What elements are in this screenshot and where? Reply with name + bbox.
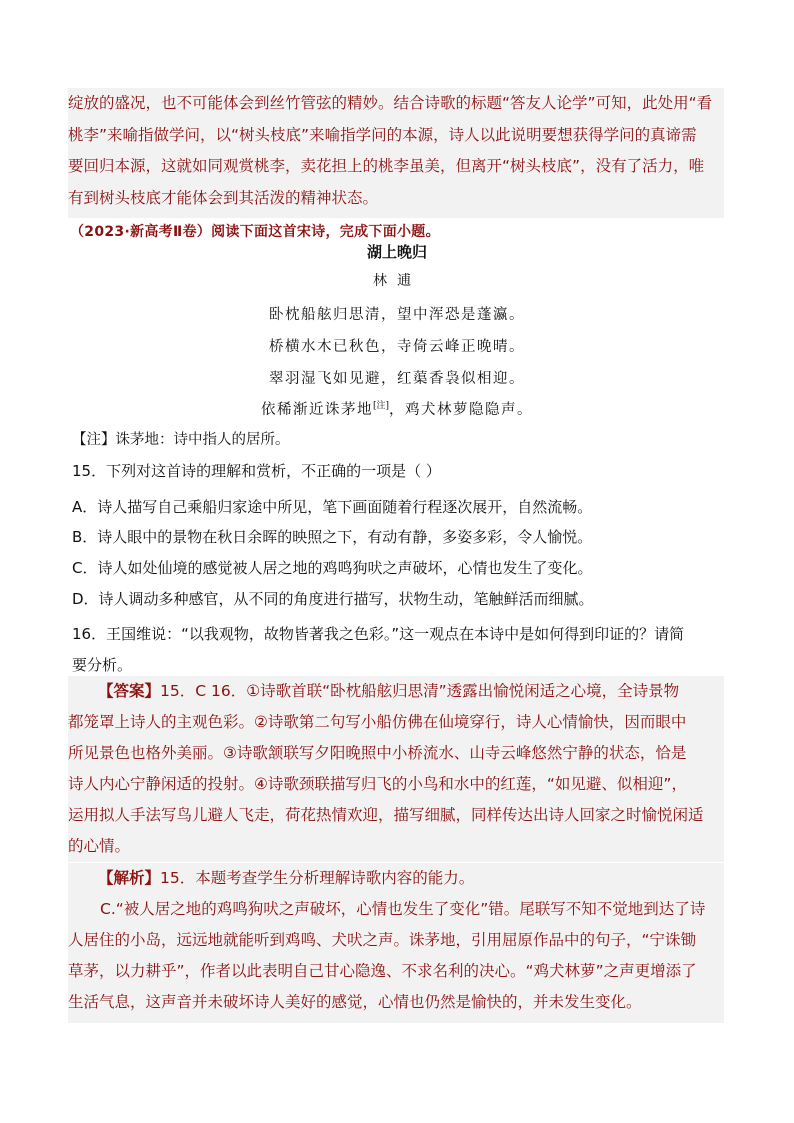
option-d: D．诗人调动多种感官，从不同的角度进行描写，状物生动，笔触鲜活而细腻。 — [72, 590, 594, 608]
analysis-line: 草茅，以力耕乎”，作者以此表明自己甘心隐逸、不求名利的决心。“鸡犬林萝”之声更增添了 — [68, 962, 697, 980]
answer-line: 所见景色也格外美丽。③诗歌颔联写夕阳晚照中小桥流水、山寺云峰悠然宁静的状态，恰是 — [68, 744, 687, 762]
analysis-tag: 【解析】 — [98, 869, 161, 887]
option-c: C．诗人如处仙境的感觉被人居之地的鸡鸣狗吠之声破坏，心情也发生了变化。 — [72, 559, 593, 577]
analysis-text: 15．本题考查学生分析理解诗歌内容的能力。 — [160, 869, 475, 887]
answer-block — [68, 676, 724, 862]
question-16-line: 16．王国维说：“以我观物，故物皆著我之色彩。”这一观点在本诗中是如何得到印证的？请简 — [72, 625, 685, 643]
poem-line-part: 依稀渐近诛茅地 — [260, 402, 373, 418]
answer-tag: 【答案】 — [98, 682, 161, 700]
analysis-text-line: 有到树头枝底才能体会到其活泼的精神状态。 — [68, 188, 379, 207]
poem-line: 桥横水木已秋色，寺倚云峰正晚晴。 — [269, 339, 525, 355]
analysis-line — [68, 863, 724, 894]
answer-line: 诗人内心宁静闲适的投射。④诗歌颈联描写归飞的小鸟和水中的红莲，“如见避、似相迎”， — [68, 775, 687, 793]
answer-line: 的心情。 — [68, 837, 131, 855]
analysis-text-line: 要回归本源，这就如同观赏桃李，卖花担上的桃李虽美，但离开“树头枝底”，没有了活力，唯 — [68, 157, 705, 175]
analysis-block — [68, 863, 724, 1023]
poem-line: 翠羽湿飞如见避，红蕖香袅似相迎。 — [269, 371, 525, 387]
option-a: A．诗人描写自己乘船归家途中所见，笔下画面随着行程逐次展开，自然流畅。 — [72, 498, 593, 516]
answer-line: 都笼罩上诗人的主观色彩。②诗歌第二句写小船仿佛在仙境穿行，诗人心情愉快，因而眼中 — [68, 713, 687, 731]
poem-line: 卧枕船舷归思清，望中浑恐是蓬瀛。 — [269, 307, 525, 323]
poem-footnote-marker: [注] — [372, 401, 390, 412]
analysis-line: C.“被人居之地的鸡鸣狗吠之声破坏，心情也发生了变化”错。尾联写不知不觉地到达了诗 — [100, 900, 706, 918]
analysis-text-line: 桃李”来喻指做学问，以“树头枝底”来喻指学问的本源，诗人以此说明要想获得学问的真谛需 — [68, 125, 697, 144]
question-16-stem — [72, 619, 722, 681]
poem-title: 湖上晚归 — [366, 243, 427, 261]
question-16-line: 要分析。 — [72, 656, 133, 674]
poem-note: 【注】诛茅地：诗中指人的居所。 — [72, 432, 290, 448]
answer-line: 运用拟人手法写鸟儿避人飞走，荷花热情欢迎，描写细腻，同样传达出诗人回家之时愉悦闲适 — [68, 806, 704, 824]
option-b: B．诗人眼中的景物在秋日余晖的映照之下，有动有静，多姿多彩，令人愉悦。 — [72, 528, 593, 546]
poem-line — [0, 398, 794, 419]
analysis-line: 人居住的小岛，远远地就能听到鸡鸣、犬吠之声。诛茅地，引用屈原作品中的句子，“宁诛锄 — [68, 931, 697, 949]
answer-line — [68, 676, 724, 707]
poem-author: 林逋 — [373, 273, 421, 289]
poem-line-part: ，鸡犬林萝隐隐声。 — [389, 402, 534, 418]
question-source: （2023·新高考Ⅱ卷）阅读下面这首宋诗，完成下面小题。 — [70, 224, 440, 240]
analysis-text-line: 绽放的盛况，也不可能体会到丝竹管弦的精妙。结合诗歌的标题“答友人论学”可知，此处用“看 — [68, 94, 713, 112]
analysis-line: 生活气息，这声音并未破坏诗人美好的感觉，心情也仍然是愉快的，并未发生变化。 — [68, 993, 642, 1011]
previous-analysis-block — [68, 88, 724, 218]
answer-text: 15．C 16．①诗歌首联“卧枕船舷归思清”透露出愉悦闲适之心境，全诗景物 — [160, 682, 680, 700]
question-15-stem: 15．下列对这首诗的理解和赏析，不正确的一项是（ ） — [72, 462, 441, 480]
